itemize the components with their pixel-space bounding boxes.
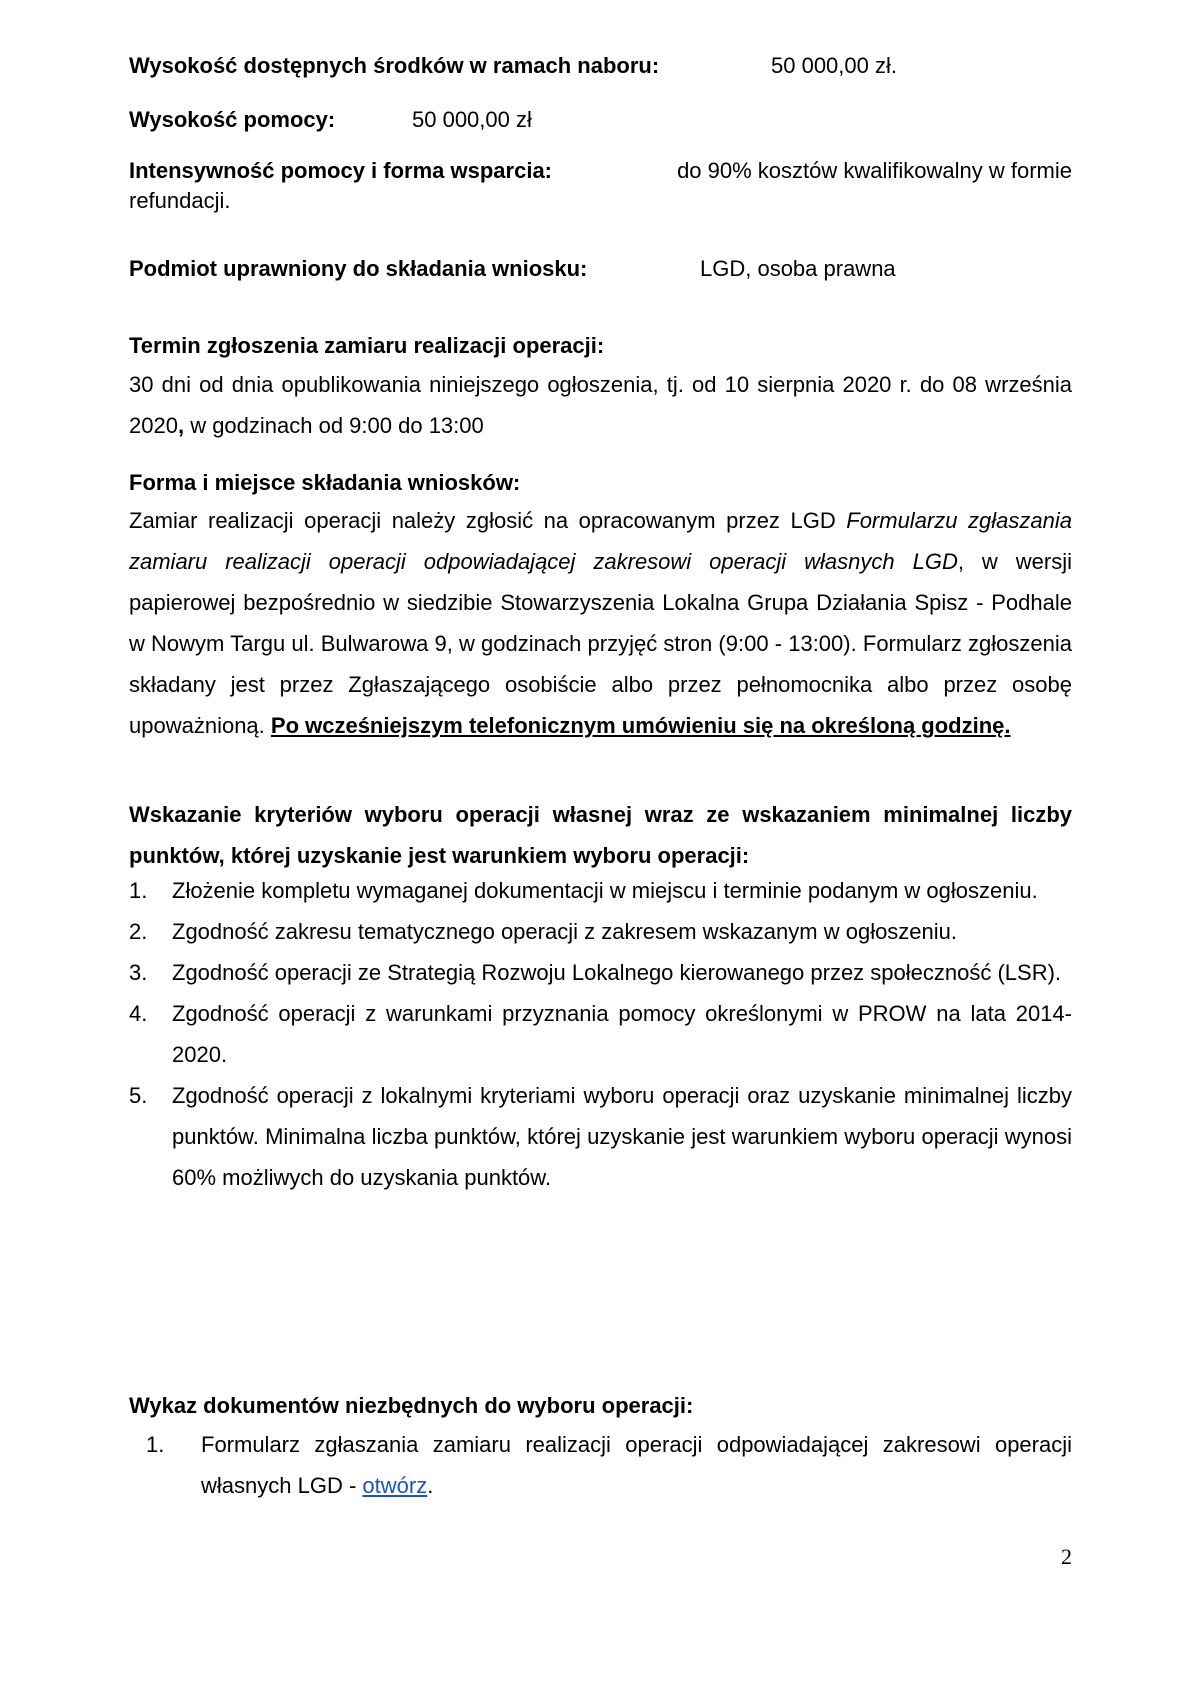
deadline-text-b: w godzinach od 9:00 do 13:00 bbox=[184, 413, 484, 438]
intensity-cont: refundacji. bbox=[129, 188, 231, 213]
criteria-item bbox=[129, 870, 1072, 911]
criteria-text: Złożenie kompletu wymaganej dokumentacji w miejscu i terminie podanym w ogłoszeniu. bbox=[172, 878, 1038, 903]
form-text-bold: Po wcześniejszym telefonicznym umówieniu się na określoną godzinę. bbox=[270, 713, 1011, 738]
criteria-item bbox=[129, 993, 1072, 1075]
deadline-heading: Termin zgłoszenia zamiaru realizacji operacji: bbox=[129, 333, 605, 358]
form-text-2: , w wersji papierowej bezpośrednio w siedzibie Stowarzyszenia Lokalna Grupa Działania Spisz - Podhale w Nowym Targu ul. Bulwarowa 9, w godzinach przyjęć stron (9:00 - 13:00). Formularz zgłoszenia składany jest przez Zgłaszającego osobiście albo przez pełnomocnika albo przez osobę upoważnioną. bbox=[129, 549, 1072, 738]
funds-row bbox=[129, 53, 897, 79]
form-text-italic: Formularzu zgłaszania zamiaru realizacji operacji odpowiadającej zakresowi operacji własnych LGD bbox=[129, 508, 1072, 574]
entity-row bbox=[129, 256, 896, 282]
funds-value: 50 000,00 zł. bbox=[771, 53, 897, 78]
criteria-item bbox=[129, 952, 1072, 993]
criteria-num: 5. bbox=[129, 1083, 148, 1108]
criteria-list bbox=[129, 870, 1072, 1198]
open-form-link[interactable]: otwórz bbox=[362, 1473, 428, 1498]
page-number: 2 bbox=[1061, 1544, 1072, 1569]
criteria-text: Zgodność zakresu tematycznego operacji z zakresem wskazanym w ogłoszeniu. bbox=[172, 919, 958, 944]
deadline-comma: , bbox=[177, 413, 185, 438]
form-paragraph bbox=[129, 500, 1072, 746]
criteria-num: 4. bbox=[129, 1001, 148, 1026]
documents-text: Formularz zgłaszania zamiaru realizacji operacji odpowiadającej zakresowi operacji własnych LGD - bbox=[201, 1432, 1072, 1498]
intensity-value: do 90% kosztów kwalifikowalny w formie bbox=[677, 158, 1072, 183]
intensity-row bbox=[129, 158, 1072, 184]
criteria-num: 2. bbox=[129, 919, 148, 944]
criteria-num: 1. bbox=[129, 878, 148, 903]
aid-label: Wysokość pomocy: bbox=[129, 107, 336, 132]
criteria-text: Zgodność operacji z warunkami przyznania pomocy określonymi w PROW na lata 2014-2020. bbox=[172, 1001, 1072, 1067]
documents-list bbox=[129, 1424, 1072, 1506]
documents-end: . bbox=[427, 1473, 434, 1498]
criteria-text: Zgodność operacji z lokalnymi kryteriami wyboru operacji oraz uzyskanie minimalnej liczby punktów. Minimalna liczba punktów, której uzyskanie jest warunkiem wyboru operacji wynosi 60% możliwych do uzyskania punktów. bbox=[172, 1083, 1072, 1190]
entity-value: LGD, osoba prawna bbox=[700, 256, 896, 281]
documents-num: 1. bbox=[146, 1432, 165, 1457]
form-text-1: Zamiar realizacji operacji należy zgłosić na opracowanym przez LGD bbox=[129, 508, 847, 533]
deadline-text-a: 30 dni od dnia opublikowania niniejszego ogłoszenia, tj. od 10 sierpnia 2020 r. do 08 września 2020 bbox=[129, 372, 1072, 438]
documents-heading: Wykaz dokumentów niezbędnych do wyboru operacji: bbox=[129, 1393, 694, 1418]
deadline-text bbox=[129, 364, 1072, 446]
funds-label: Wysokość dostępnych środków w ramach naboru: bbox=[129, 53, 660, 78]
criteria-num: 3. bbox=[129, 960, 148, 985]
aid-value: 50 000,00 zł bbox=[412, 107, 532, 132]
aid-row bbox=[129, 107, 532, 133]
criteria-heading: Wskazanie kryteriów wyboru operacji własnej wraz ze wskazaniem minimalnej liczby punktów, której uzyskanie jest warunkiem wyboru operacji: bbox=[129, 802, 1072, 868]
intensity-label: Intensywność pomocy i forma wsparcia: bbox=[129, 158, 553, 183]
criteria-item bbox=[129, 1075, 1072, 1198]
form-heading: Forma i miejsce składania wniosków: bbox=[129, 470, 521, 495]
entity-label: Podmiot uprawniony do składania wniosku: bbox=[129, 256, 588, 281]
criteria-item bbox=[129, 911, 1072, 952]
criteria-text: Zgodność operacji ze Strategią Rozwoju Lokalnego kierowanego przez społeczność (LSR). bbox=[172, 960, 1062, 985]
documents-item bbox=[129, 1424, 1072, 1506]
